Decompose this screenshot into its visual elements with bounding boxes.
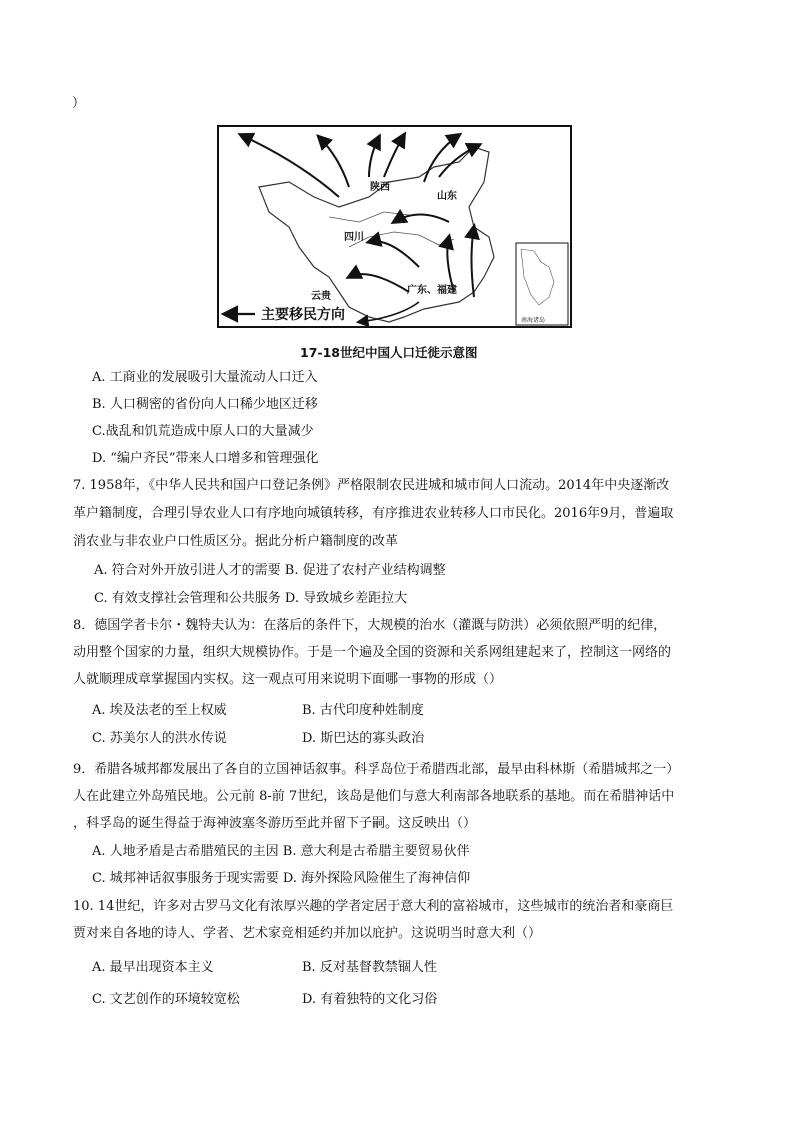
q7-stem-line: 革户籍制度，合理引导农业人口有序地向城镇转移，有序推进农业转移人口市民化。2016年9月，普遍取 xyxy=(73,506,674,521)
q10-option-d: D. 有着独特的文化习俗 xyxy=(302,992,438,1007)
q7-options-cd: C. 有效支撑社会管理和公共服务 D. 导致城乡差距拉大 xyxy=(94,591,408,606)
q9-options-cd: C. 城邦神话叙事服务于现实需要 D. 海外探险风险催生了海神信仰 xyxy=(92,871,471,886)
q8-stem-line: 动用整个国家的力量，组织大规模协作。于是一个遍及全国的资源和关系网组建起来了，控制这一网络的 xyxy=(73,645,672,660)
migration-arrow xyxy=(369,137,379,177)
q10-option-b: B. 反对基督教禁锢人性 xyxy=(302,960,437,975)
q9-stem-line: 9．希腊各城邦都发展出了各自的立国神话叙事。科孚岛位于希腊西北部，最早由科林斯（希腊城邦之一） xyxy=(73,762,680,777)
migration-arrow xyxy=(359,302,419,322)
migration-map xyxy=(217,125,572,328)
label-shaanxi: 陕西 xyxy=(370,182,390,193)
q8-option-b: B. 古代印度种姓制度 xyxy=(302,703,424,718)
q7-options-ab: A. 符合对外开放引进人才的需要 B. 促进了农村产业结构调整 xyxy=(94,563,446,578)
migration-arrow xyxy=(439,145,479,177)
q9-stem-line: ，科孚岛的诞生得益于海神波塞冬游历至此并留下子嗣。这反映出（） xyxy=(73,816,477,831)
migration-arrow xyxy=(349,274,409,292)
q8-stem-line: 8．德国学者卡尔・魏特夫认为：在落后的条件下，大规模的治水（灌溉与防洪）必须依照严明的纪律， xyxy=(73,618,667,633)
q8-stem-line: 人就顺理成章掌握国内实权。这一观点可用来说明下面哪一事物的形成（） xyxy=(73,672,503,687)
q6-option-b: B. 人口稠密的省份向人口稀少地区迁移 xyxy=(92,397,318,412)
migration-arrow xyxy=(384,135,404,177)
label-sichuan: 四川 xyxy=(344,232,364,243)
q10-option-a: A. 最早出现资本主义 xyxy=(92,960,214,975)
label-yungui: 云贵 xyxy=(311,291,331,302)
migration-arrow xyxy=(394,215,449,223)
migration-arrow xyxy=(241,135,339,197)
question-fragment: ） xyxy=(72,96,86,111)
q6-option-d: D. “编户齐民”带来人口增多和管理强化 xyxy=(92,451,319,466)
migration-arrow xyxy=(369,241,419,267)
china-border xyxy=(259,147,494,322)
q10-option-c: C. 文艺创作的环境较宽松 xyxy=(92,992,240,1007)
q7-stem-line: 消农业与非农业户口性质区分。据此分析户籍制度的改革 xyxy=(73,534,399,549)
q7-stem-line: 7. 1958年，《中华人民共和国户口登记条例》严格限制农民进城和城市间人口流动。2014年中央逐渐改 xyxy=(73,478,670,493)
china-outline-map xyxy=(219,127,570,326)
q9-options-ab: A. 人地矛盾是古希腊殖民的主因 B. 意大利是古希腊主要贸易伙伴 xyxy=(92,844,470,859)
inset-box xyxy=(516,243,568,325)
migration-arrow xyxy=(447,237,454,292)
q8-option-d: D. 斯巴达的寡头政治 xyxy=(302,731,425,746)
label-shandong: 山东 xyxy=(437,191,457,202)
legend-label: 主要移民方向 xyxy=(261,307,345,323)
label-guangdong-fujian: 广东、福建 xyxy=(407,285,457,296)
migration-arrow xyxy=(319,137,349,187)
q8-option-a: A. 埃及法老的至上权威 xyxy=(92,703,227,718)
q10-stem-line: 10. 14世纪，许多对古罗马文化有浓厚兴趣的学者定居于意大利的富裕城市，这些城市的统治者和豪商巨 xyxy=(73,899,674,914)
q6-option-a: A. 工商业的发展吸引大量流动人口迁入 xyxy=(92,370,318,385)
figure-caption: 17-18世纪中国人口迁徙示意图 xyxy=(300,345,478,360)
q6-option-c: C.战乱和饥荒造成中原人口的大量减少 xyxy=(92,424,314,439)
q10-stem-line: 贾对来自各地的诗人、学者、艺术家竞相延约并加以庇护。这说明当时意大利（） xyxy=(73,926,542,941)
migration-arrow xyxy=(472,227,475,297)
q9-stem-line: 人在此建立外岛殖民地。公元前 8-前 7世纪，该岛是他们与意大利南部各地联系的基地。而在希腊神话中 xyxy=(73,789,675,804)
q8-option-c: C. 苏美尔人的洪水传说 xyxy=(92,731,227,746)
river-line xyxy=(349,232,454,247)
inset-caption: 南海诸岛 xyxy=(521,317,546,324)
